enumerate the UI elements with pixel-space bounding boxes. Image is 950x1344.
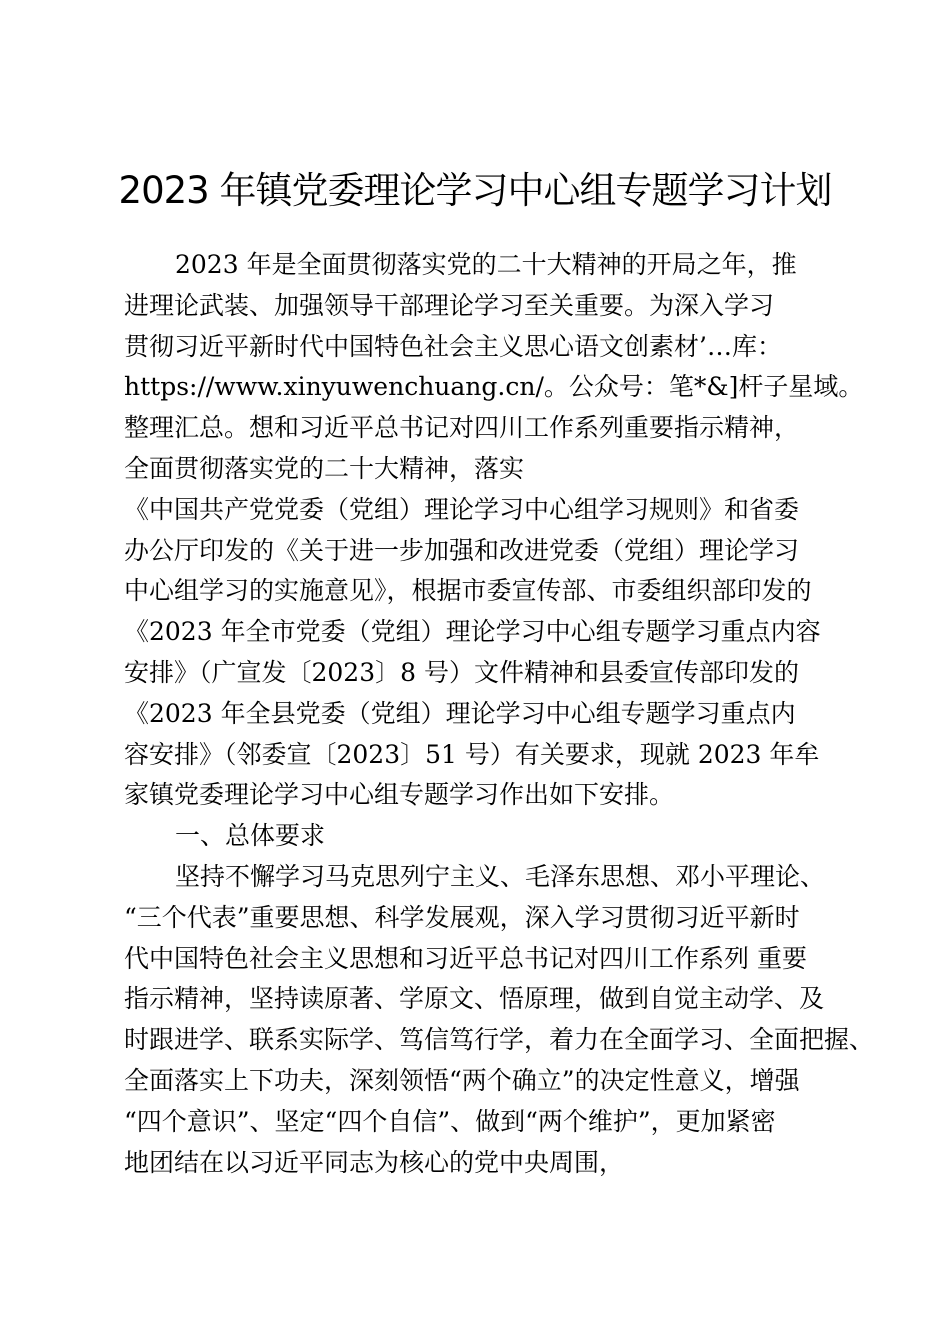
- body-line: 坚持不懈学习马克思列宁主义、毛泽东思想、邓小平理论、: [175, 861, 826, 891]
- body-line: 整理汇总。想和习近平总书记对四川工作系列重要指示精神，: [124, 413, 800, 443]
- body-line: 办公厅印发的《关于进一步加强和改进党委（党组）理论学习: [124, 535, 800, 565]
- document-title: 2023 年镇党委理论学习中心组专题学习计划: [118, 169, 832, 212]
- body-line: “三个代表”重要思想、科学发展观，深入学习贯彻习近平新时: [124, 902, 800, 932]
- body-line: 全面落实上下功夫，深刻领悟“两个确立”的决定性意义，增强: [124, 1065, 800, 1095]
- body-line: 2023 年是全面贯彻落实党的二十大精神的开局之年，推: [175, 250, 797, 279]
- body-line: 地团结在以习近平同志为核心的党中央周围，: [124, 1147, 625, 1177]
- body-line: 中心组学习的实施意见》，根据市委宣传部、市委组织部印发的: [124, 576, 812, 606]
- body-line: 《中国共产党党委（党组）理论学习中心组学习规则》和省委: [124, 494, 800, 524]
- body-line: 代中国特色社会主义思想和习近平总书记对四川工作系列 重要: [124, 943, 807, 973]
- body-line: 容安排》（邻委宣〔2023〕51 号）有关要求，现就 2023 年牟: [124, 739, 820, 769]
- body-line: 全面贯彻落实党的二十大精神，落实: [124, 453, 525, 483]
- body-line: 进理论武装、加强领导干部理论学习至关重要。为深入学习: [124, 290, 775, 320]
- document-body: [124, 245, 875, 1183]
- body-line: “四个意识”、坚定“四个自信”、做到“两个维护”，更加紧密: [124, 1106, 776, 1136]
- body-line: 家镇党委理论学习中心组专题学习作出如下安排。: [124, 780, 675, 810]
- body-line: 指示精神，坚持读原著、学原文、悟原理，做到自觉主动学、及: [124, 984, 825, 1014]
- body-line: https://www.xinyuwenchuang.cn/。公众号：笔*&]杆子星域。: [124, 372, 864, 402]
- body-line: 贯彻习近平新时代中国特色社会主义思心语文创素材’…库：: [124, 331, 782, 361]
- body-line: 一、总体要求: [175, 821, 326, 851]
- body-line: 《2023 年全市党委（党组）理论学习中心组专题学习重点内容: [124, 617, 821, 647]
- body-line: 安排》（广宣发〔2023〕8 号）文件精神和县委宣传部印发的: [124, 657, 799, 687]
- body-line: 时跟进学、联系实际学、笃信笃行学，着力在全面学习、全面把握、: [124, 1025, 875, 1055]
- body-line: 《2023 年全县党委（党组）理论学习中心组专题学习重点内: [124, 698, 796, 728]
